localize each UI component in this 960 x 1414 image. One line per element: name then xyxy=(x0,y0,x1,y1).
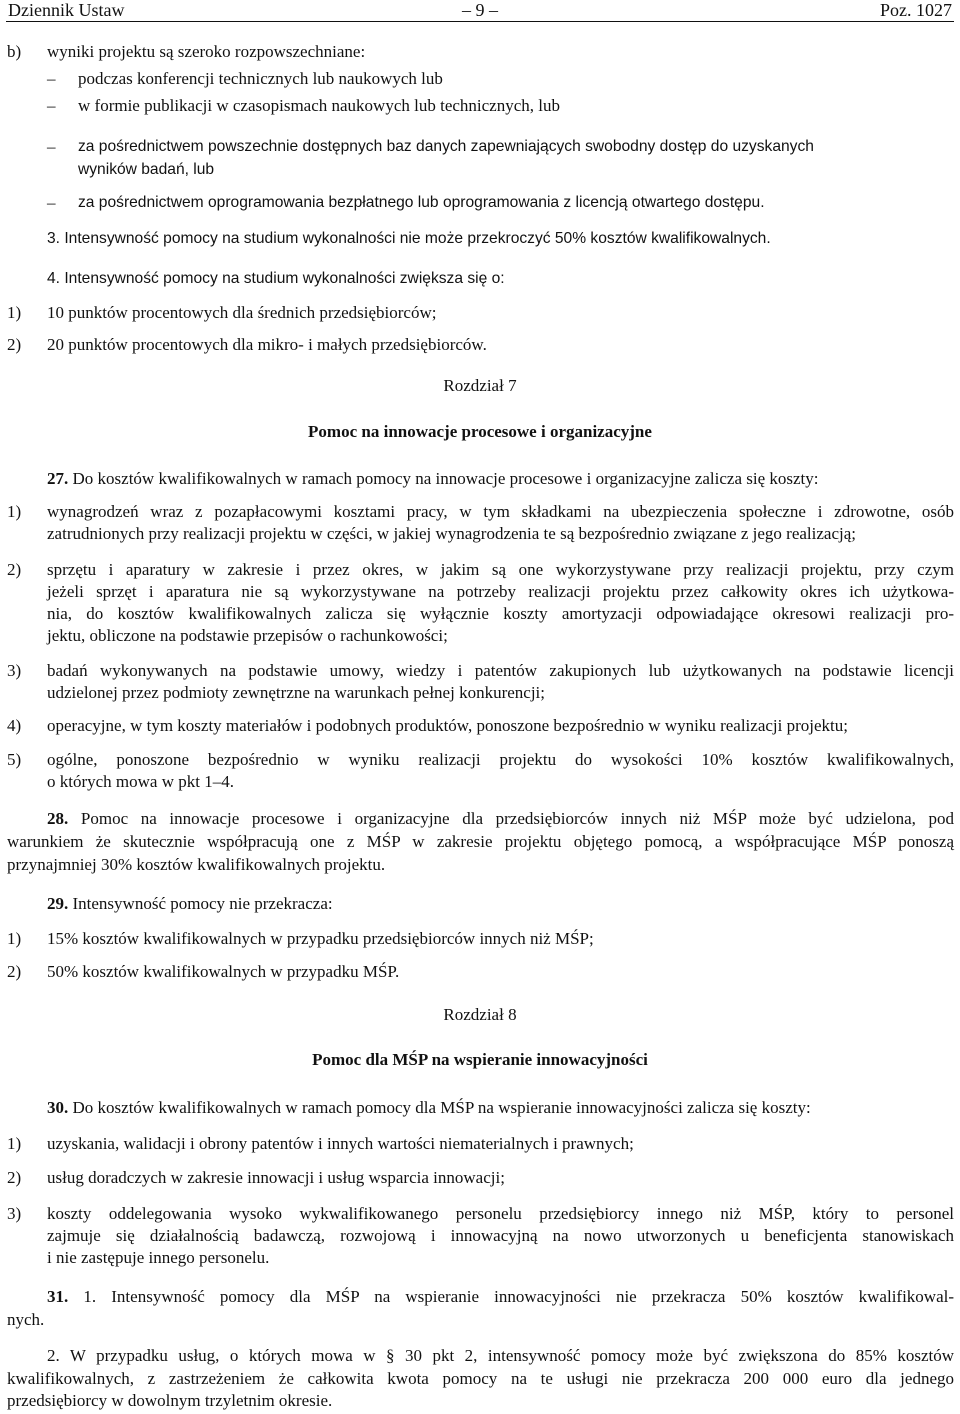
dash-marker: – xyxy=(47,137,56,156)
item-label: 4) xyxy=(7,716,22,735)
item-text: ogólne, ponoszone bezpośrednio w wyniku realizacji projektu do wysokości 10% kosztów kwalifikowalnych, xyxy=(47,750,954,769)
dash-text: wyników badań, lub xyxy=(78,161,215,178)
item-text: nia, do kosztów kwalifikowalnych zalicza się wyłącznie koszty amortyzacji odpowiadające okresowi realizacji pro- xyxy=(47,604,954,623)
item-label: 2) xyxy=(7,335,22,354)
chapter-subtitle: Pomoc dla MŚP na wspieranie innowacyjności xyxy=(312,1050,648,1069)
item-text: 20 punktów procentowych dla mikro- i małych przedsiębiorców. xyxy=(47,335,487,354)
dash-text: za pośrednictwem oprogramowania bezpłatnego lub oprogramowania z licencją otwartego dostępu. xyxy=(78,194,765,211)
position-number: Poz. 1027 xyxy=(880,0,952,20)
item-text: udzielonej przez podmioty zewnętrzne na warunkach pełnej konkurencji; xyxy=(47,683,545,702)
item-label: 1) xyxy=(7,502,22,521)
paragraph-text: 3. Intensywność pomocy na studium wykonalności nie może przekroczyć 50% kosztów kwalifikowalnych. xyxy=(47,230,771,247)
item-text: wyniki projektu są szeroko rozpowszechniane: xyxy=(47,42,366,61)
article-text: Do kosztów kwalifikowalnych w ramach pomocy na innowacje procesowe i organizacyjne zalicza się koszty: xyxy=(72,469,819,488)
item-text: koszty oddelegowania wysoko wykwalifikowanego personelu przedsiębiorcy innego niż MŚP, który to personel xyxy=(47,1204,954,1223)
paragraph-text: 4. Intensywność pomocy na studium wykonalności zwiększa się o: xyxy=(47,270,505,287)
item-label: 1) xyxy=(7,303,22,322)
item-label: b) xyxy=(7,42,22,61)
article-number: 27. xyxy=(47,469,69,488)
journal-name: Dziennik Ustaw xyxy=(8,0,125,20)
item-label: 5) xyxy=(7,750,22,769)
dash-text: podczas konferencji technicznych lub naukowych lub xyxy=(78,69,443,88)
header-rule xyxy=(6,21,954,22)
dash-marker: – xyxy=(47,69,56,88)
item-text: zatrudnionych przy realizacji projektu w części, w jakiej wynagrodzenia te są bezpośrednio związane z jego realizacją; xyxy=(47,524,856,543)
item-label: 1) xyxy=(7,929,22,948)
article-text: Do kosztów kwalifikowalnych w ramach pomocy dla MŚP na wspieranie innowacyjności zalicza się koszty: xyxy=(72,1098,811,1117)
dash-marker: – xyxy=(47,193,56,212)
item-text: badań wykonywanych na podstawie umowy, wiedzy i patentów zakupionych lub użytkowanych na podstawie licencji xyxy=(47,661,954,680)
dash-text: w formie publikacji w czasopismach naukowych lub technicznych, lub xyxy=(78,96,560,115)
item-label: 2) xyxy=(7,962,22,981)
item-label: 3) xyxy=(7,661,22,680)
item-label: 2) xyxy=(7,1168,22,1187)
item-label: 1) xyxy=(7,1134,22,1153)
item-text: wynagrodzeń wraz z pozapłacowymi kosztami pracy, w tym składkami na ubezpieczenia społeczne i zdrowotne, osób xyxy=(47,502,954,521)
dash-marker: – xyxy=(47,96,56,115)
item-text: 10 punktów procentowych dla średnich przedsiębiorców; xyxy=(47,303,437,322)
item-text: jeżeli sprzęt i aparatura nie są wykorzystywane na potrzeby realizacji projektu przez całkowity okres ich użytkowa- xyxy=(47,582,954,601)
article-text: przedsiębiorcy w dowolnym trzyletnim okresie. xyxy=(7,1391,333,1410)
item-text: i nie zastępuje innego personelu. xyxy=(47,1248,270,1267)
article-number: 31. xyxy=(47,1287,69,1306)
article-text: kwalifikowalnych, z zastrzeżeniem że całkowita kwota pomocy na te usługi nie przekracza 200 000 euro dla jednego xyxy=(7,1369,954,1388)
article-text: Pomoc na innowacje procesowe i organizacyjne dla przedsiębiorców innych niż MŚP może być udzielona, pod xyxy=(80,809,955,828)
article-number: 29. xyxy=(47,894,69,913)
item-text: zajmuje się działalnością badawczą, rozwojową i innowacyjną na nowo utworzonych u beneficjenta stanowiskach xyxy=(47,1226,954,1245)
article-number: 28. xyxy=(47,809,69,828)
item-label: 2) xyxy=(7,560,22,579)
chapter-title: Rozdział 8 xyxy=(443,1005,517,1024)
item-text: sprzętu i aparatury w zakresie i przez okres, w jakim są one wykorzystywane przy realizacji projektu, przy czym xyxy=(47,560,954,579)
item-text: 15% kosztów kwalifikowalnych w przypadku przedsiębiorców innych niż MŚP; xyxy=(47,929,594,948)
chapter-subtitle: Pomoc na innowacje procesowe i organizacyjne xyxy=(308,422,652,441)
dash-text: za pośrednictwem powszechnie dostępnych baz danych zapewniających swobodny dostęp do uzyskanych xyxy=(78,138,814,155)
article-text: 1. Intensywność pomocy dla MŚP na wspieranie innowacyjności nie przekracza 50% kosztów kwalifikowal- xyxy=(83,1287,955,1306)
item-text: uzyskania, walidacji i obrony patentów i innych wartości niematerialnych i prawnych; xyxy=(47,1134,634,1153)
item-text: o których mowa w pkt 1–4. xyxy=(47,772,234,791)
item-text: operacyjne, w tym koszty materiałów i podobnych produktów, ponoszone bezpośrednio w wyniku realizacji projektu; xyxy=(47,716,848,735)
article-number: 30. xyxy=(47,1098,69,1117)
article-text: nych. xyxy=(7,1310,45,1329)
item-text: usług doradczych w zakresie innowacji i usług wsparcia innowacji; xyxy=(47,1168,505,1187)
item-text: jektu, obliczone na podstawie przepisów o rachunkowości; xyxy=(47,626,448,645)
article-text: warunkiem że skutecznie współpracują one z MŚP w zakresie projektu objętego pomocą, a współpracujące MŚP ponoszą xyxy=(7,832,954,851)
page-number: – 9 – xyxy=(462,0,498,20)
article-text: przynajmniej 30% kosztów kwalifikowalnych projektu. xyxy=(7,855,386,874)
item-text: 50% kosztów kwalifikowalnych w przypadku MŚP. xyxy=(47,962,400,981)
item-label: 3) xyxy=(7,1204,22,1223)
article-text: 2. W przypadku usług, o których mowa w § 30 pkt 2, intensywność pomocy może być zwiększona do 85% kosztów xyxy=(47,1346,954,1365)
chapter-title: Rozdział 7 xyxy=(443,376,517,395)
article-text: Intensywność pomocy nie przekracza: xyxy=(72,894,333,913)
